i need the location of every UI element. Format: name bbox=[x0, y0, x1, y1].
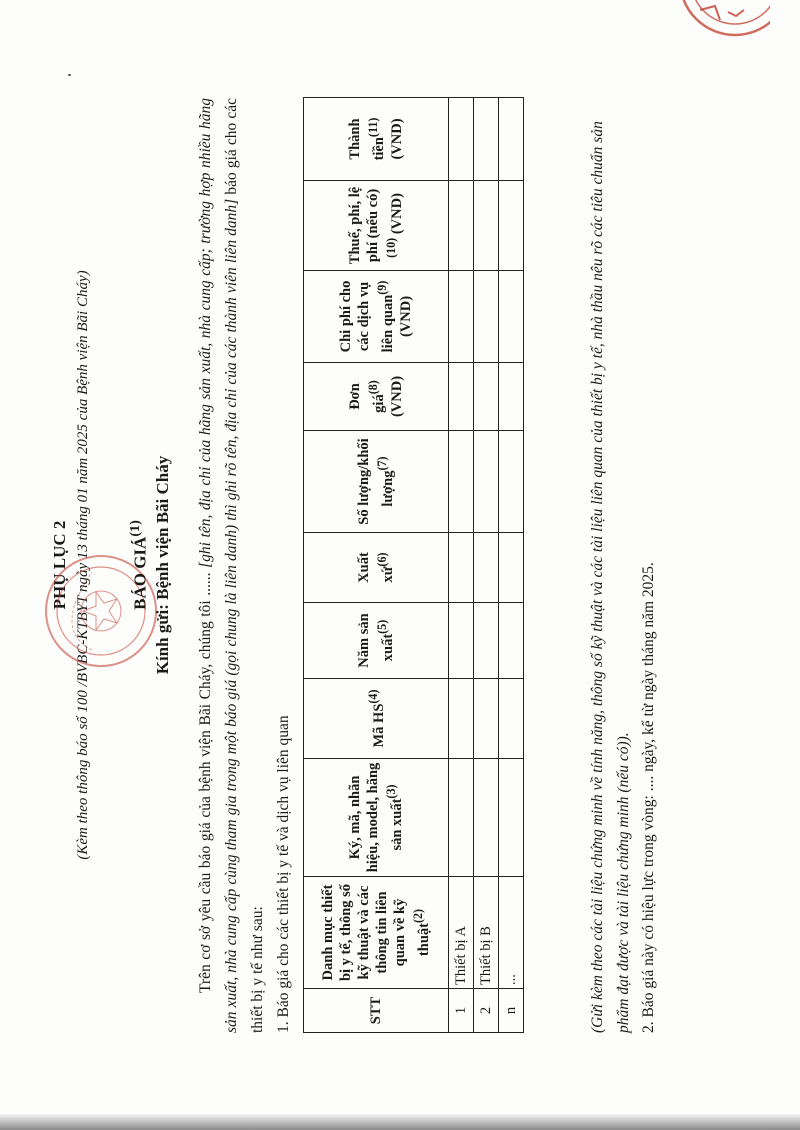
table-cell bbox=[474, 363, 499, 431]
corner-stamp bbox=[640, 0, 770, 50]
column-header-unit: (VND) bbox=[388, 193, 405, 238]
column-header-text: Xuất xứ bbox=[356, 552, 396, 583]
column-header bbox=[304, 679, 449, 759]
table-cell bbox=[449, 431, 474, 533]
column-header bbox=[304, 98, 449, 181]
column-header-footnote: (8) bbox=[366, 380, 381, 395]
row-device-name: ... bbox=[499, 877, 524, 989]
row-device-name: Thiết bị A bbox=[449, 877, 474, 989]
table-cell bbox=[499, 759, 524, 877]
column-header-footnote: (9) bbox=[375, 280, 390, 295]
column-header-text: Thuế, phí, lệ phí (nếu có) bbox=[347, 186, 382, 265]
row-stt: 1 bbox=[449, 989, 474, 1033]
table-cell bbox=[449, 533, 474, 603]
column-header bbox=[304, 181, 449, 271]
intro-text-1: Trên cơ sở yêu cầu báo giá của bệnh viện Bãi Cháy, chúng tôi ...... bbox=[197, 567, 214, 993]
table-cell bbox=[474, 271, 499, 363]
table-cell bbox=[449, 759, 474, 877]
intro-italic: [ghi tên, địa chỉ của hãng sản xuất, nhà cung cấp; trường hợp nhiều hãng sản xuất, nhà cung cấp cùng tham gia trong một báo giá (gọi chung là liên danh) thì ghi rõ tên, địa chỉ của các thành viên liên danh] bbox=[197, 98, 240, 1033]
column-header-text: Thành tiền bbox=[347, 118, 387, 161]
table-cell bbox=[474, 98, 499, 181]
column-header-text: Đơn giá bbox=[347, 383, 387, 413]
appendix-title: PHỤ LỤC 2 bbox=[50, 520, 69, 610]
column-header-footnote: (7) bbox=[375, 456, 390, 471]
column-header bbox=[304, 989, 449, 1033]
table-cell bbox=[474, 679, 499, 759]
table-cell bbox=[474, 759, 499, 877]
column-header bbox=[304, 603, 449, 679]
column-header-text: Năm sản xuất bbox=[356, 613, 396, 668]
table-cell bbox=[449, 271, 474, 363]
table-cell bbox=[474, 603, 499, 679]
column-header bbox=[304, 877, 449, 989]
table-cell bbox=[474, 181, 499, 271]
column-header bbox=[304, 271, 449, 363]
quote-title bbox=[127, 65, 151, 1065]
row-device-name: Thiết bị B bbox=[474, 877, 499, 989]
column-header-text: Chi phí cho các dịch vụ liên quan bbox=[338, 280, 396, 353]
column-header-unit: (VND) bbox=[397, 295, 414, 338]
table-cell bbox=[499, 363, 524, 431]
recipient: Kính gửi: Bệnh viện Bãi Cháy bbox=[153, 455, 172, 675]
table-cell bbox=[449, 679, 474, 759]
column-header-text: Ký, mã, nhãn hiệu, model, hãng sản xuất bbox=[347, 762, 405, 873]
column-header-text: STT bbox=[368, 996, 384, 1025]
column-header-footnote: (6) bbox=[375, 552, 390, 567]
quote-title-text: BÁO GIÁ bbox=[130, 536, 150, 610]
table-cell bbox=[499, 271, 524, 363]
table-cell bbox=[499, 181, 524, 271]
table-cell bbox=[449, 603, 474, 679]
row-stt: n bbox=[499, 989, 524, 1033]
column-header bbox=[304, 533, 449, 603]
table-cell bbox=[499, 533, 524, 603]
table-cell bbox=[474, 431, 499, 533]
table-cell bbox=[499, 431, 524, 533]
validity-line: 2. Báo giá này có hiệu lực trong vòng: .... ngày, kể từ ngày tháng năm 2025. bbox=[640, 562, 657, 1033]
column-header-unit: (VND) bbox=[388, 118, 405, 160]
intro-text-2: báo giá cho các thiết bị y tế như sau: bbox=[223, 98, 266, 1033]
appendix-note: (Kèm theo thông báo số 100 /BVBC-KTBYT ngày 13 tháng 01 năm 2025 của Bệnh viện Bãi Cháy) bbox=[75, 270, 91, 860]
column-header-footnote: (3) bbox=[384, 784, 399, 799]
scan-bottom-edge bbox=[0, 1114, 800, 1130]
table-body bbox=[449, 98, 524, 1033]
column-header-footnote: (2) bbox=[411, 908, 426, 924]
table-cell bbox=[449, 98, 474, 181]
table-cell bbox=[449, 363, 474, 431]
column-header-footnote: (5) bbox=[375, 619, 390, 634]
rotated-content bbox=[35, 65, 765, 1065]
column-header-text: Mã HS bbox=[370, 703, 387, 748]
section-1-label: 1. Báo giá cho các thiết bị y tế và dịch vụ liên quan bbox=[275, 715, 292, 1033]
attachment-note: (Gửi kèm theo các tài liệu chứng minh về tính năng, thông số kỹ thuật và các tài liệu liên quan của thiết bị y tế, nhà thầu nêu rõ các tiêu chuẩn sản phẩm đạt được và tài liệu chứng minh (nếu có)). bbox=[589, 121, 632, 1033]
column-header-footnote: (4) bbox=[366, 689, 381, 704]
table-row bbox=[449, 98, 474, 1033]
column-header-footnote: (10) bbox=[384, 237, 399, 258]
intro-paragraph bbox=[193, 98, 271, 1033]
table-header-row bbox=[304, 98, 449, 1033]
column-header-footnote: (11) bbox=[366, 117, 381, 138]
table-row bbox=[499, 98, 524, 1033]
table-cell bbox=[449, 181, 474, 271]
table-cell bbox=[499, 603, 524, 679]
column-header bbox=[304, 363, 449, 431]
table-cell bbox=[499, 98, 524, 181]
quote-title-footnote: (1) bbox=[127, 520, 143, 537]
column-header bbox=[304, 759, 449, 877]
column-header-text: Danh mục thiết bị y tế, thông số kỹ thuật và các thông tin liên quan về kỹ thuật bbox=[320, 883, 432, 982]
table-cell bbox=[474, 533, 499, 603]
column-header-text: Số lượng/khối lượng bbox=[356, 438, 396, 525]
column-header bbox=[304, 431, 449, 533]
column-header-unit: (VND) bbox=[388, 375, 405, 418]
quote-table-wrap bbox=[303, 98, 524, 1033]
table-row bbox=[474, 98, 499, 1033]
quote-table bbox=[303, 97, 524, 1033]
row-stt: 2 bbox=[474, 989, 499, 1033]
table-cell bbox=[499, 679, 524, 759]
